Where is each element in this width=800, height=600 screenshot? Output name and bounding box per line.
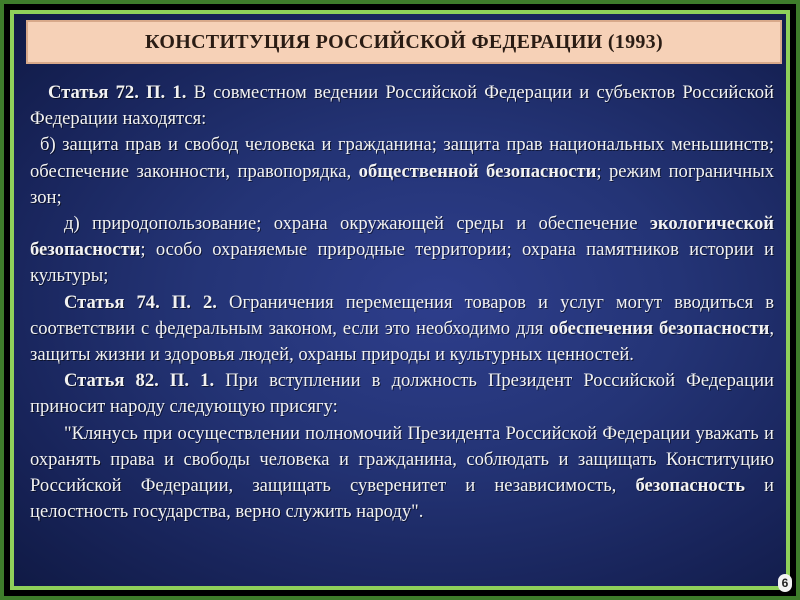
item-b-bold-term: общественной безопасности <box>358 160 597 182</box>
article-74 <box>30 290 774 369</box>
article-74-text-end: , защиты жизни и здоровья людей, охраны природы и культурных ценностей. <box>30 317 775 366</box>
article-72-intro <box>30 80 774 132</box>
item-d-text: д) природопользование; охрана окружающей среды и обеспечение <box>64 213 650 235</box>
article-74-bold-term: обеспечения безопасности <box>549 317 770 339</box>
oath-text-end: и целостность государства, верно служить народу". <box>30 475 774 523</box>
article-72-heading: Статья 72. П. 1. <box>48 82 187 103</box>
article-82-heading: Статья 82. П. 1. <box>64 370 215 392</box>
slide-number-badge: 6 <box>778 574 792 592</box>
article-74-text: Ограничения перемещения товаров и услуг могут вводиться в соответствии с федеральным законом, если это необходимо для <box>30 291 774 339</box>
oath-text-start: "Клянусь при осуществлении полномочий Президента Российской Федерации уважать и охранять права и свободы человека и гражданина, соблюдать и защищать Конституцию Российской Федерации, защищать суверенитет и независимость, <box>30 422 774 497</box>
item-d-text-end: ; особо охраняемые природные территории; охрана памятников истории и культуры; <box>30 239 774 287</box>
oath-text <box>30 421 774 526</box>
article-82 <box>30 368 774 420</box>
slide-content <box>30 80 774 525</box>
article-82-text: При вступлении в должность Президент Российской Федерации приносит народу следующую присягу: <box>30 370 774 418</box>
article-72-intro-text: В совместном ведении Российской Федерации и субъектов Российской Федерации находятся: <box>30 82 774 130</box>
slide-title: КОНСТИТУЦИЯ РОССИЙСКОЙ ФЕДЕРАЦИИ (1993) <box>145 30 663 53</box>
oath-bold-term: безопасность <box>635 475 745 497</box>
item-b-text: б) защита прав и свобод человека и гражданина; защита прав национальных меньшинств; обеспечение законности, правопорядка, <box>30 134 774 182</box>
article-74-heading: Статья 74. П. 2. <box>64 291 217 313</box>
title-banner <box>26 20 782 64</box>
item-b-text-end: ; режим пограничных зон; <box>30 160 775 208</box>
item-d-bold-term: экологической безопасности <box>30 213 774 261</box>
article-72-item-d <box>30 211 774 290</box>
article-72-item-b <box>30 132 774 211</box>
